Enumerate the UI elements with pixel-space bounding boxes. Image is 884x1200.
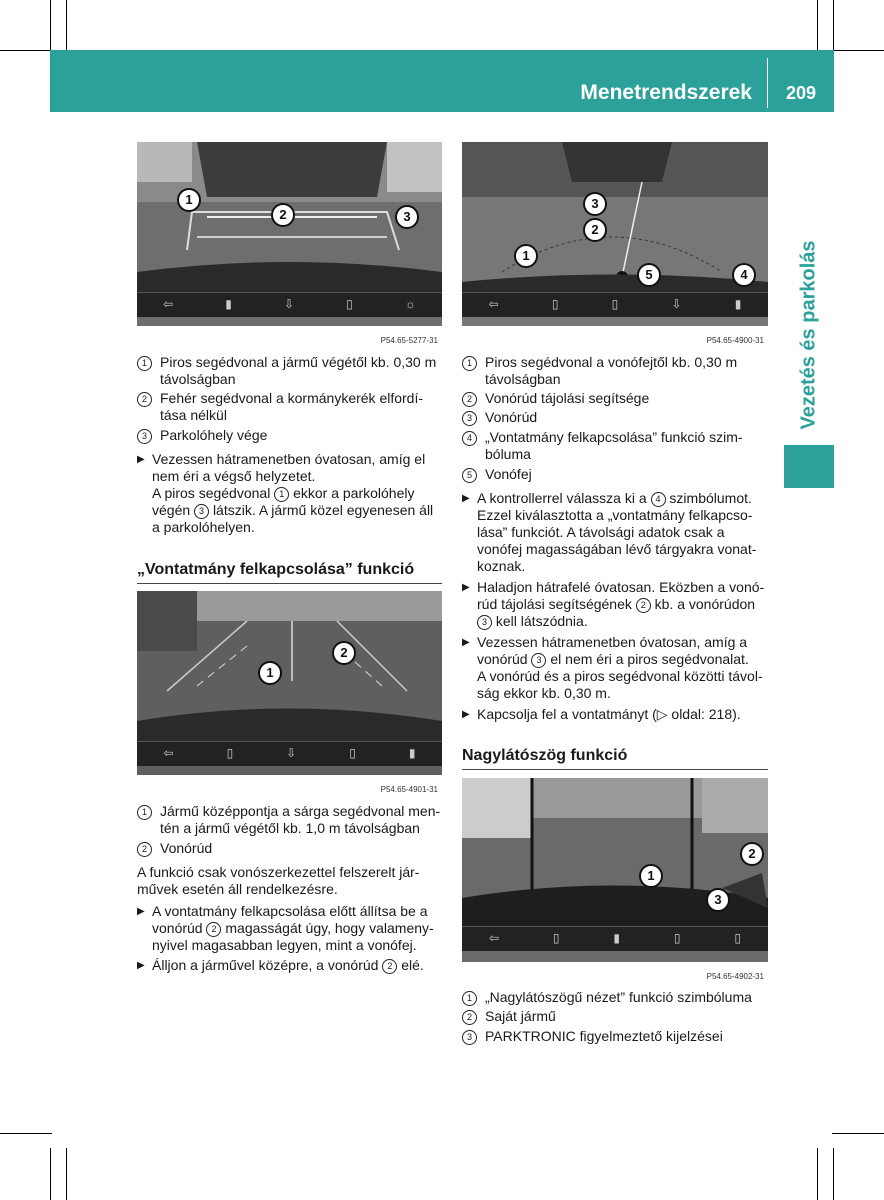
guide-icon: ▯ — [552, 931, 560, 945]
callout-1: 1 — [177, 188, 201, 212]
callout-1: 1 — [639, 864, 663, 888]
section-tab — [784, 445, 834, 488]
heading-rule — [462, 769, 768, 770]
crop-mark — [833, 0, 834, 52]
guide-icon: ▯ — [611, 297, 619, 311]
guide-icon: ⇩ — [283, 297, 295, 311]
callout-3: 3 — [395, 205, 419, 229]
camera-image-trailer — [137, 591, 442, 797]
back-icon: ⇦ — [488, 297, 499, 311]
instruction-step: ▶ Haladjon hátrafelé óvatosan. Eközben a vonó- rúd tájolási segítségének 2 kb. a vonórúdon 3 kell látszódnia. — [462, 579, 765, 629]
guide-icon: ▯ — [673, 931, 681, 945]
crop-mark — [50, 1148, 51, 1200]
callout-3: 3 — [583, 192, 607, 216]
camera-menu-bar — [462, 926, 768, 951]
image-code: P54.65-4900-31 — [706, 336, 764, 345]
crop-mark — [0, 1133, 52, 1134]
bullet-arrow-icon: ▶ — [462, 582, 470, 593]
guide-icon: ▯ — [734, 931, 741, 945]
guide-icon: ▯ — [226, 746, 234, 760]
camera-image-parking — [137, 142, 442, 348]
callout-5: 5 — [637, 263, 661, 287]
guide-icon: ▯ — [349, 746, 356, 760]
section-heading: „Vontatmány felkapcsolása” funkció — [137, 561, 415, 578]
bullet-arrow-icon: ▶ — [462, 637, 470, 648]
crop-mark — [833, 1148, 834, 1200]
camera-image-tow-hitch — [462, 142, 768, 348]
trailer-icon: ▮ — [734, 297, 742, 311]
back-icon: ⇦ — [163, 297, 174, 311]
legend-item-1: 1 Jármű középpontja a sárga segédvonal men- tén a jármű végétől kb. 1,0 m távolságban — [137, 803, 447, 837]
brightness-icon: ☼ — [404, 297, 416, 311]
guide-icon: ▯ — [551, 297, 559, 311]
legend-item-2: 2 Saját jármű — [462, 1008, 772, 1025]
paragraph: A funkció csak vonószerkezettel felszerelt jár- művek esetén áll rendelkezésre. — [137, 864, 420, 897]
callout-1: 1 — [514, 244, 538, 268]
bullet-arrow-icon: ▶ — [137, 906, 145, 917]
crop-mark — [817, 0, 818, 52]
crop-mark — [66, 0, 67, 52]
legend-item-2: 2 Vonórúd — [137, 840, 447, 857]
callout-2: 2 — [740, 842, 764, 866]
image-code: P54.65-5277-31 — [380, 336, 438, 345]
page-number: 209 — [785, 83, 817, 103]
guide-icon: ⇩ — [286, 746, 297, 760]
instruction-step: ▶ Vezessen hátramenetben óvatosan, amíg el nem éri a végső helyzetet. A piros segédvonal 1 ekkor a parkolóhely végén 3 látszik. A jármű közel egyenesen áll a parkolóhelyen. — [137, 451, 434, 535]
section-side-title: Vezetés és parkolás — [797, 240, 820, 430]
camera-image-wide-angle — [462, 778, 768, 984]
legend-item-2: 2 Vonórúd tájolási segítsége — [462, 390, 772, 407]
legend-item-2: 2 Fehér segédvonal a kormánykerék elfordí- tása nélkül — [137, 390, 447, 424]
camera-menu-bar — [462, 292, 768, 317]
guide-icon: ▮ — [225, 297, 232, 311]
callout-1: 1 — [258, 661, 282, 685]
callout-2: 2 — [271, 203, 295, 227]
legend-item-3: 3 Vonórúd — [462, 409, 772, 426]
guide-icon: ▯ — [346, 297, 353, 311]
crop-mark — [66, 1148, 67, 1200]
camera-menu-bar — [137, 741, 442, 766]
legend-item-5: 5 Vonófej — [462, 466, 772, 483]
callout-2: 2 — [332, 641, 356, 665]
page-header — [50, 50, 834, 112]
callout-3: 3 — [706, 888, 730, 912]
instruction-step: ▶ Álljon a járművel középre, a vonórúd 2 elé. — [137, 957, 424, 973]
heading-rule — [137, 583, 442, 584]
bullet-arrow-icon: ▶ — [462, 493, 470, 504]
guide-icon: ⇩ — [671, 297, 682, 311]
instruction-step: ▶ Vezessen hátramenetben óvatosan, amíg a vonórúd 3 el nem éri a piros segédvonalat. A vonórúd és a piros segédvonal közötti távol- ság ekkor kb. 0,30 m. — [462, 634, 763, 701]
callout-2: 2 — [583, 218, 607, 242]
chapter-title: Menetrendszerek — [580, 81, 752, 104]
back-icon: ⇦ — [163, 746, 174, 760]
back-icon: ⇦ — [488, 931, 499, 945]
trailer-icon: ▮ — [408, 746, 416, 760]
bullet-arrow-icon: ▶ — [462, 709, 470, 720]
legend-item-1: 1 „Nagylátószögű nézet” funkció szimbóluma — [462, 989, 772, 1006]
crop-mark — [50, 0, 51, 52]
image-code: P54.65-4901-31 — [380, 785, 438, 794]
image-code: P54.65-4902-31 — [706, 972, 764, 981]
section-heading: Nagylátószög funkció — [462, 747, 628, 764]
crop-mark — [817, 1148, 818, 1200]
wide-angle-icon: ▮ — [613, 931, 620, 945]
legend-item-4: 4 „Vontatmány felkapcsolása” funkció szim- bóluma — [462, 429, 772, 463]
legend-item-3: 3 Parkolóhely vége — [137, 427, 447, 444]
camera-menu-bar — [137, 292, 442, 317]
bullet-arrow-icon: ▶ — [137, 960, 145, 971]
instruction-step: ▶ Kapcsolja fel a vontatmányt (▷ oldal: 218). — [462, 706, 741, 722]
legend-item-3: 3 PARKTRONIC figyelmeztető kijelzései — [462, 1028, 772, 1045]
callout-4: 4 — [732, 263, 756, 287]
crop-mark — [0, 50, 52, 51]
bullet-arrow-icon: ▶ — [137, 454, 145, 465]
crop-mark — [832, 50, 884, 51]
instruction-step: ▶ A kontrollerrel válassza ki a 4 szimbólumot. Ezzel kiválasztotta a „vontatmány felkapcso- lása” funkciót. A távolsági adatok csak a vonófej magasságában lévő tárgyakra vonat- koznak. — [462, 490, 757, 574]
legend-item-1: 1 Piros segédvonal a vonófejtől kb. 0,30 m távolságban — [462, 354, 772, 388]
legend-item-1: 1 Piros segédvonal a jármű végétől kb. 0,30 m távolságban — [137, 354, 447, 388]
crop-mark — [832, 1133, 884, 1134]
instruction-step: ▶ A vontatmány felkapcsolása előtt állítsa be a vonórúd 2 magasságát úgy, hogy valameny- nyivel magasabban legyen, mint a vonófej. — [137, 903, 434, 953]
